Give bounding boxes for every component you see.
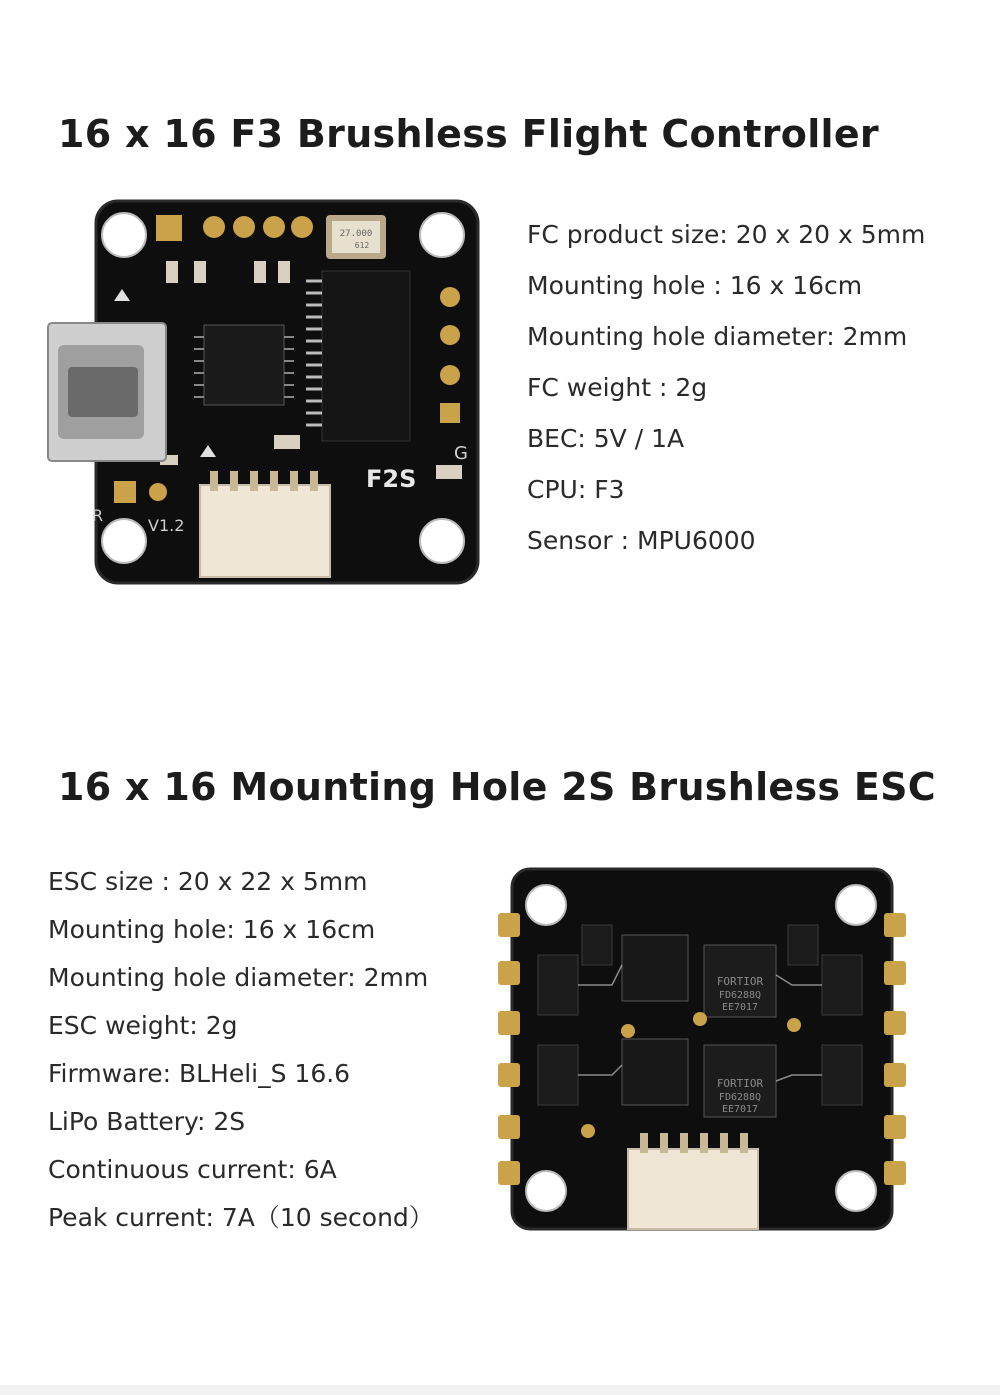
page-bottom-band	[0, 1385, 1000, 1395]
board-version-label: V1.2	[148, 516, 185, 535]
fc-spec-item: FC product size: 20 x 20 x 5mm	[527, 220, 926, 249]
esc-section-title: 16 x 16 Mounting Hole 2S Brushless ESC	[58, 765, 936, 809]
fc-spec-item: FC weight : 2g	[527, 373, 708, 402]
fc-spec-item: Mounting hole diameter: 2mm	[527, 322, 908, 351]
fc-spec-item: BEC: 5V / 1A	[527, 424, 685, 453]
pad-r-label: R	[92, 506, 104, 525]
esc-spec-item: ESC size : 20 x 22 x 5mm	[48, 867, 368, 896]
esc-spec-item: Continuous current: 6A	[48, 1155, 337, 1184]
esc-spec-item: LiPo Battery: 2S	[48, 1107, 246, 1136]
fc-section-title: 16 x 16 F3 Brushless Flight Controller	[58, 112, 879, 156]
chip-code-label-2: EE7017	[721, 1104, 759, 1115]
esc-section	[0, 700, 1000, 1385]
esc-spec-item: Peak current: 7A（10 second）	[48, 1203, 434, 1232]
chip-brand-label: FORTIOR	[716, 975, 764, 988]
esc-spec-item: Firmware: BLHeli_S 16.6	[48, 1059, 351, 1088]
fc-spec-item: Sensor : MPU6000	[527, 526, 756, 555]
crystal-sub-label: 612	[354, 241, 370, 250]
chip-model-label: FD6288Q	[718, 990, 762, 1001]
board-model-label: F2S	[366, 465, 417, 493]
pad-g-label: G	[454, 443, 468, 464]
fc-spec-item: CPU: F3	[527, 475, 625, 504]
esc-specs-list	[48, 869, 434, 1253]
chip-model-label-2: FD6288Q	[718, 1092, 762, 1103]
chip-code-label: EE7017	[721, 1002, 759, 1013]
chip-brand-label-2: FORTIOR	[716, 1077, 764, 1090]
fc-specs-list	[527, 222, 925, 579]
esc-spec-item: Mounting hole: 16 x 16cm	[48, 915, 376, 944]
fc-spec-item: Mounting hole : 16 x 16cm	[527, 271, 863, 300]
fc-board-image	[44, 195, 484, 595]
esc-spec-item: Mounting hole diameter: 2mm	[48, 963, 429, 992]
esc-spec-item: ESC weight: 2g	[48, 1011, 238, 1040]
esc-board-image	[492, 865, 912, 1235]
crystal-label: 27.000	[339, 229, 373, 239]
